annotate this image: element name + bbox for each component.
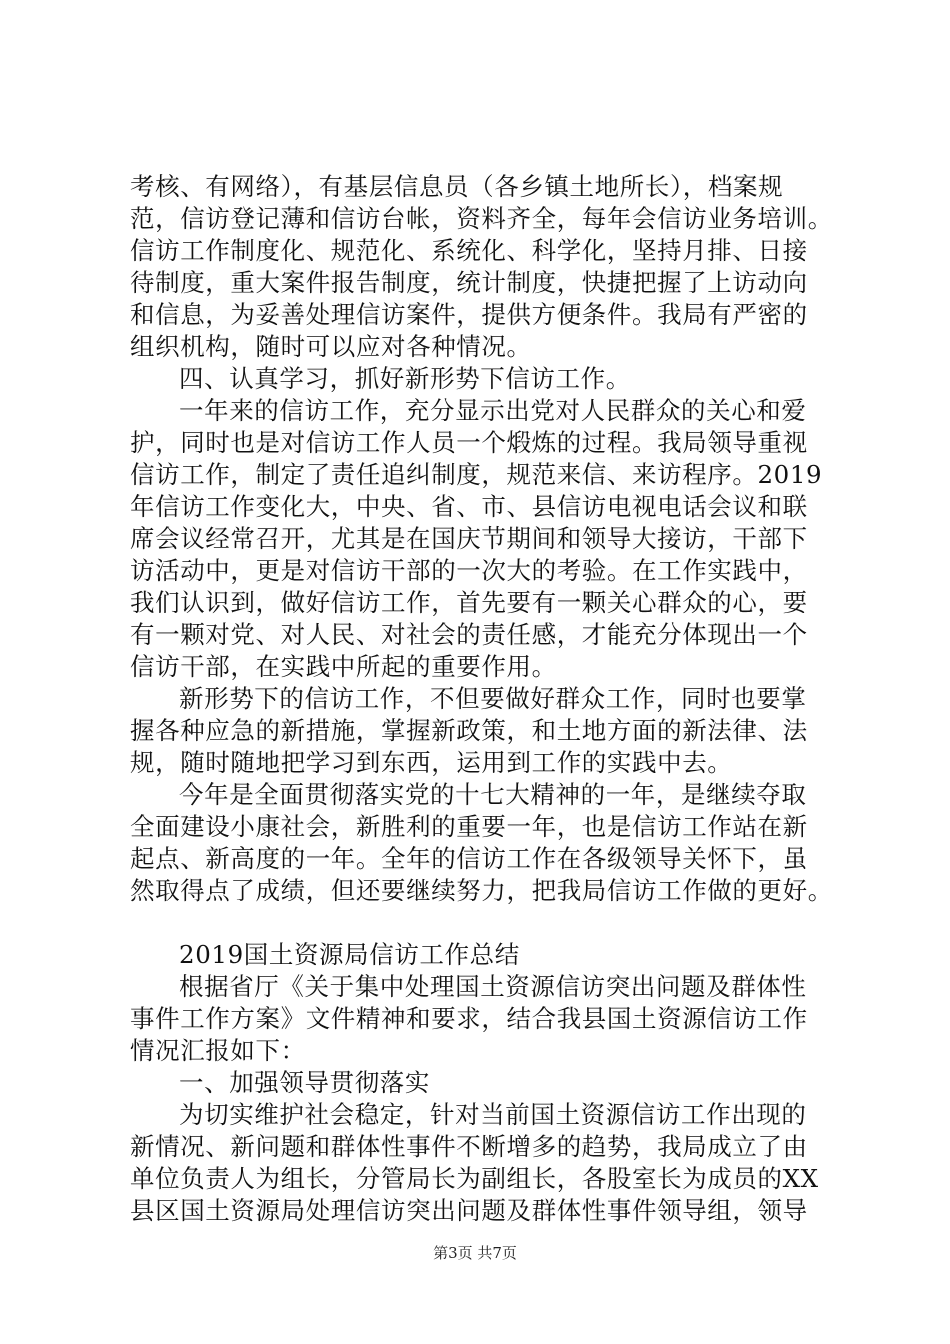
paragraph-line: 信访工作制度化、规范化、系统化、科学化，坚持月排、日接 — [130, 236, 808, 265]
paragraph-line: 信访干部，在实践中所起的重要作用。 — [130, 652, 557, 681]
page-number-footer: 第3页 共7页 — [433, 1244, 517, 1262]
paragraph-line: 为切实维护社会稳定，针对当前国土资源信访工作出现的 — [179, 1100, 807, 1129]
paragraph-line: 根据省厅《关于集中处理国土资源信访突出问题及群体性 — [179, 972, 807, 1001]
paragraph-line: 事件工作方案》文件精神和要求，结合我县国土资源信访工作 — [130, 1004, 808, 1033]
section-heading: 四、认真学习，抓好新形势下信访工作。 — [179, 364, 631, 393]
paragraph-line: 全面建设小康社会，新胜利的重要一年，也是信访工作站在新 — [130, 812, 808, 841]
paragraph-line: 县区国土资源局处理信访突出问题及群体性事件领导组，领导 — [130, 1196, 808, 1225]
paragraph-line: 组织机构，随时可以应对各种情况。 — [130, 332, 532, 361]
section-heading: 一、加强领导贯彻落实 — [179, 1068, 430, 1097]
paragraph-line: 然取得点了成绩，但还要继续努力，把我局信访工作做的更好。 — [130, 876, 833, 905]
paragraph-line: 单位负责人为组长，分管局长为副组长，各股室长为成员的XX — [130, 1164, 819, 1193]
paragraph-line: 起点、新高度的一年。全年的信访工作在各级领导关怀下，虽 — [130, 844, 808, 873]
paragraph-line: 今年是全面贯彻落实党的十七大精神的一年，是继续夺取 — [179, 780, 807, 809]
paragraph-line: 新形势下的信访工作，不但要做好群众工作，同时也要掌 — [179, 684, 807, 713]
paragraph-line: 和信息，为妥善处理信访案件，提供方便条件。我局有严密的 — [130, 300, 808, 329]
paragraph-line: 新情况、新问题和群体性事件不断增多的趋势，我局成立了由 — [130, 1132, 808, 1161]
paragraph-line: 访活动中，更是对信访干部的一次大的考验。在工作实践中， — [130, 556, 808, 585]
paragraph-line: 护，同时也是对信访工作人员一个煅炼的过程。我局领导重视 — [130, 428, 808, 457]
paragraph-line: 年信访工作变化大，中央、省、市、县信访电视电话会议和联 — [130, 492, 808, 521]
paragraph-line: 信访工作，制定了责任追纠制度，规范来信、来访程序。2019 — [130, 460, 823, 489]
paragraph-line: 考核、有网络），有基层信息员（各乡镇土地所长），档案规 — [130, 172, 784, 201]
paragraph-line: 席会议经常召开，尤其是在国庆节期间和领导大接访，干部下 — [130, 524, 808, 553]
paragraph-line: 范，信访登记薄和信访台帐，资料齐全，每年会信访业务培训。 — [130, 204, 833, 233]
paragraph-line: 有一颗对党、对人民、对社会的责任感，才能充分体现出一个 — [130, 620, 808, 649]
paragraph-line: 待制度，重大案件报告制度，统计制度，快捷把握了上访动向 — [130, 268, 808, 297]
paragraph-line: 情况汇报如下： — [130, 1036, 306, 1065]
document-title: 2019国土资源局信访工作总结 — [179, 940, 520, 969]
paragraph-line: 一年来的信访工作，充分显示出党对人民群众的关心和爱 — [179, 396, 807, 425]
paragraph-line: 规，随时随地把学习到东西，运用到工作的实践中去。 — [130, 748, 733, 777]
paragraph-line: 握各种应急的新措施，掌握新政策，和土地方面的新法律、法 — [130, 716, 808, 745]
paragraph-line: 我们认识到，做好信访工作，首先要有一颗关心群众的心，要 — [130, 588, 808, 617]
